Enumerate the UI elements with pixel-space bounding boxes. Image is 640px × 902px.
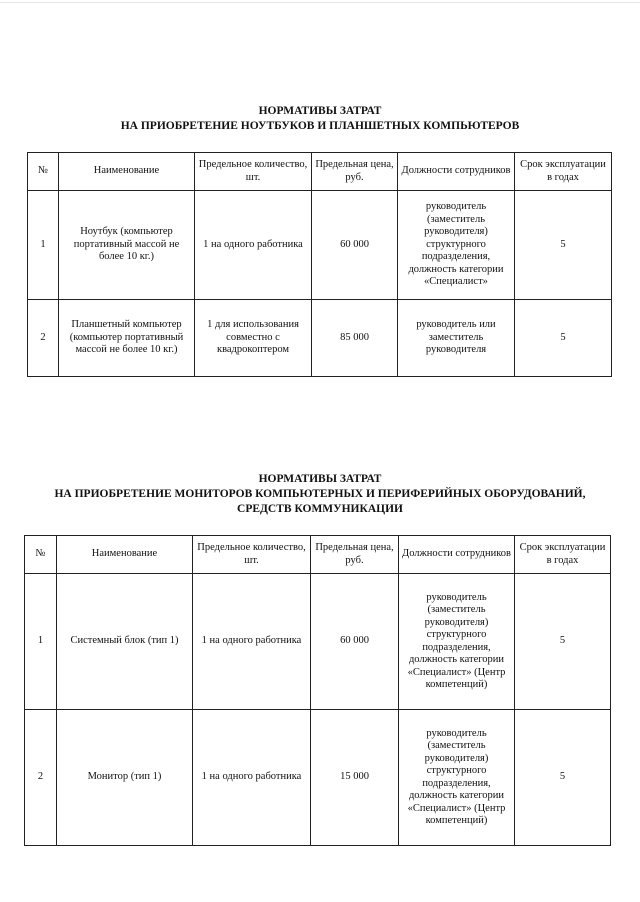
cell-num: 2 — [28, 300, 59, 377]
cell-qty: 1 на одного работника — [193, 574, 311, 710]
cell-positions: руководитель (заместитель руководителя) структурного подразделения, должность категории «Специалист» (Центр компетенций) — [399, 574, 515, 710]
section-1-title-line2: НА ПРИОБРЕТЕНИЕ НОУТБУКОВ И ПЛАНШЕТНЫХ КОМПЬЮТЕРОВ — [120, 120, 520, 132]
section-2-title — [0, 472, 640, 517]
cell-term: 5 — [515, 300, 612, 377]
section-2-title-line2: НА ПРИОБРЕТЕНИЕ МОНИТОРОВ КОМПЬЮТЕРНЫХ И ПЕРИФЕРИЙНЫХ ОБОРУДОВАНИЙ, — [54, 488, 586, 500]
header-price: Предельная цена, руб. — [312, 153, 398, 191]
scan-edge-line — [0, 2, 640, 3]
cell-term: 5 — [515, 710, 611, 846]
header-num: № — [28, 153, 59, 191]
table-header-row — [25, 536, 611, 574]
header-term: Срок эксплуатации в годах — [515, 536, 611, 574]
header-name: Наименование — [57, 536, 193, 574]
table-row — [28, 300, 612, 377]
table-row — [25, 710, 611, 846]
monitors-table — [24, 535, 611, 846]
cell-num: 2 — [25, 710, 57, 846]
header-price: Предельная цена, руб. — [311, 536, 399, 574]
cell-num: 1 — [28, 191, 59, 300]
header-num: № — [25, 536, 57, 574]
table-header-row — [28, 153, 612, 191]
cell-name: Системный блок (тип 1) — [57, 574, 193, 710]
cell-name: Ноутбук (компьютер портативный массой не более 10 кг.) — [59, 191, 195, 300]
cell-price: 85 000 — [312, 300, 398, 377]
cell-price: 60 000 — [312, 191, 398, 300]
section-2-title-line1: НОРМАТИВЫ ЗАТРАТ — [258, 473, 382, 485]
cell-name: Планшетный компьютер (компьютер портативный массой не более 10 кг.) — [59, 300, 195, 377]
header-name: Наименование — [59, 153, 195, 191]
cell-qty: 1 на одного работника — [195, 191, 312, 300]
cell-price: 60 000 — [311, 574, 399, 710]
table-row — [25, 574, 611, 710]
cell-positions: руководитель (заместитель руководителя) структурного подразделения, должность категории «Специалист» — [398, 191, 515, 300]
cell-positions: руководитель (заместитель руководителя) структурного подразделения, должность категории «Специалист» (Центр компетенций) — [399, 710, 515, 846]
laptops-table — [27, 152, 612, 377]
section-2-title-line3: СРЕДСТВ КОММУНИКАЦИИ — [237, 503, 403, 515]
cell-term: 5 — [515, 574, 611, 710]
header-positions: Должности сотрудников — [399, 536, 515, 574]
cell-qty: 1 на одного работника — [193, 710, 311, 846]
cell-positions: руководитель или заместитель руководителя — [398, 300, 515, 377]
cell-price: 15 000 — [311, 710, 399, 846]
cell-name: Монитор (тип 1) — [57, 710, 193, 846]
header-qty: Предельное количество, шт. — [193, 536, 311, 574]
section-1-title-line1: НОРМАТИВЫ ЗАТРАТ — [258, 105, 382, 117]
header-term: Срок эксплуатации в годах — [515, 153, 612, 191]
header-qty: Предельное количество, шт. — [195, 153, 312, 191]
table-row — [28, 191, 612, 300]
cell-qty: 1 для использования совместно с квадрокоптером — [195, 300, 312, 377]
cell-term: 5 — [515, 191, 612, 300]
section-1-title — [0, 104, 640, 134]
header-positions: Должности сотрудников — [398, 153, 515, 191]
cell-num: 1 — [25, 574, 57, 710]
